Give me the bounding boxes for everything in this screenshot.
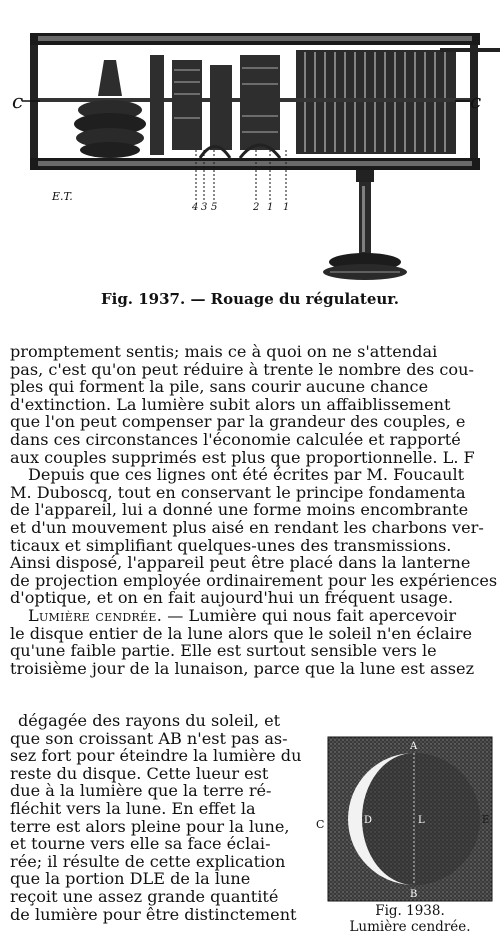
text-line: due à la lumière que la terre ré- <box>10 781 272 801</box>
text-line: reçoit une assez grande quantité <box>10 886 279 906</box>
label-A: A <box>410 741 418 752</box>
label-E: E <box>482 815 490 826</box>
text-line: et d'un mouvement plus aisé en rendant les charbons ver- <box>10 517 484 537</box>
text-line: ticaux et simplifiant quelques-unes des transmissions. <box>10 535 452 555</box>
text-line: ples qui forment la pile, sans courir aucune chance <box>10 377 429 397</box>
label-c-left: c <box>12 89 24 113</box>
label-L: L <box>418 815 425 826</box>
text-line: et tourne vers elle sa face éclai- <box>10 834 271 854</box>
text-line: terre est alors pleine pour la lune, <box>10 816 290 836</box>
svg-text:2: 2 <box>253 202 260 213</box>
figure-1938-caption: Fig. 1938. Lumière cendrée. <box>349 903 471 935</box>
svg-text:1: 1 <box>283 202 290 213</box>
text-line: promptement sentis; mais ce à quoi on ne s'attendai <box>10 342 438 361</box>
text-line: d'optique, et on en fait aujourd'hui un fréquent usage. <box>10 588 454 608</box>
section-first-line: Lumière cendrée. — Lumière qui nous fait apercevoir <box>28 605 457 625</box>
svg-text:5: 5 <box>211 202 218 213</box>
text-line: dans ces circonstances l'économie calculée et rapporté <box>10 429 461 449</box>
text-line: de lumière pour être distinctement <box>10 904 297 924</box>
section-heading: Lumière cendrée. <box>28 605 163 625</box>
ashen-light-illustration <box>326 735 494 903</box>
text-line: troisième jour de la lunaison, parce que la lune est assez <box>10 658 475 678</box>
text-line: aux couples supprimés est plus que proportionnelle. L. F <box>10 447 475 467</box>
engraver-signature: E.T. <box>52 190 73 203</box>
text-line: Ainsi disposé, l'appareil peut être placé dans la lanterne <box>10 553 471 573</box>
label-D: D <box>364 815 373 826</box>
figure-1937-caption: Fig. 1937. — Rouage du régulateur. <box>100 290 400 308</box>
text-line: le disque entier de la lune alors que le soleil n'en éclaire <box>10 623 473 643</box>
label-c-right: c <box>470 89 482 113</box>
text-line: de l'appareil, lui a donné une forme moins encombrante <box>10 500 469 520</box>
text-line: de projection employée ordinairement pour les expériences <box>10 570 498 590</box>
svg-text:3: 3 <box>201 202 208 213</box>
text-line: que l'on peut compenser par la grandeur des couples, e <box>10 412 466 432</box>
text-line: fléchit vers la lune. En effet la <box>10 798 256 818</box>
text-line: que la portion DLE de la lune <box>10 869 251 889</box>
regulator-gear-illustration <box>0 0 500 288</box>
svg-text:1: 1 <box>267 202 274 213</box>
text-line: Depuis que ces lignes ont été écrites par M. Foucault <box>28 465 465 485</box>
body-text <box>10 343 498 677</box>
text-line: sez fort pour éteindre la lumière du <box>10 746 302 766</box>
text-line: reste du disque. Cette lueur est <box>10 763 269 783</box>
label-C: C <box>316 818 325 831</box>
narrow-column-text <box>10 712 312 923</box>
text-line: dégagée des rayons du soleil, et <box>18 711 281 730</box>
text-line: M. Duboscq, tout en conservant le principe fondamenta <box>10 482 466 502</box>
text-line: qu'une faible partie. Elle est surtout sensible vers le <box>10 641 437 661</box>
label-B: B <box>410 889 418 900</box>
text-line: d'extinction. La lumière subit alors un affaiblissement <box>10 394 451 414</box>
text-line: pas, c'est qu'on peut réduire à trente le nombre des cou- <box>10 359 474 379</box>
svg-text:4: 4 <box>192 202 199 213</box>
text-line: rée; il résulte de cette explication <box>10 851 286 871</box>
text-line: que son croissant AB n'est pas as- <box>10 728 288 748</box>
